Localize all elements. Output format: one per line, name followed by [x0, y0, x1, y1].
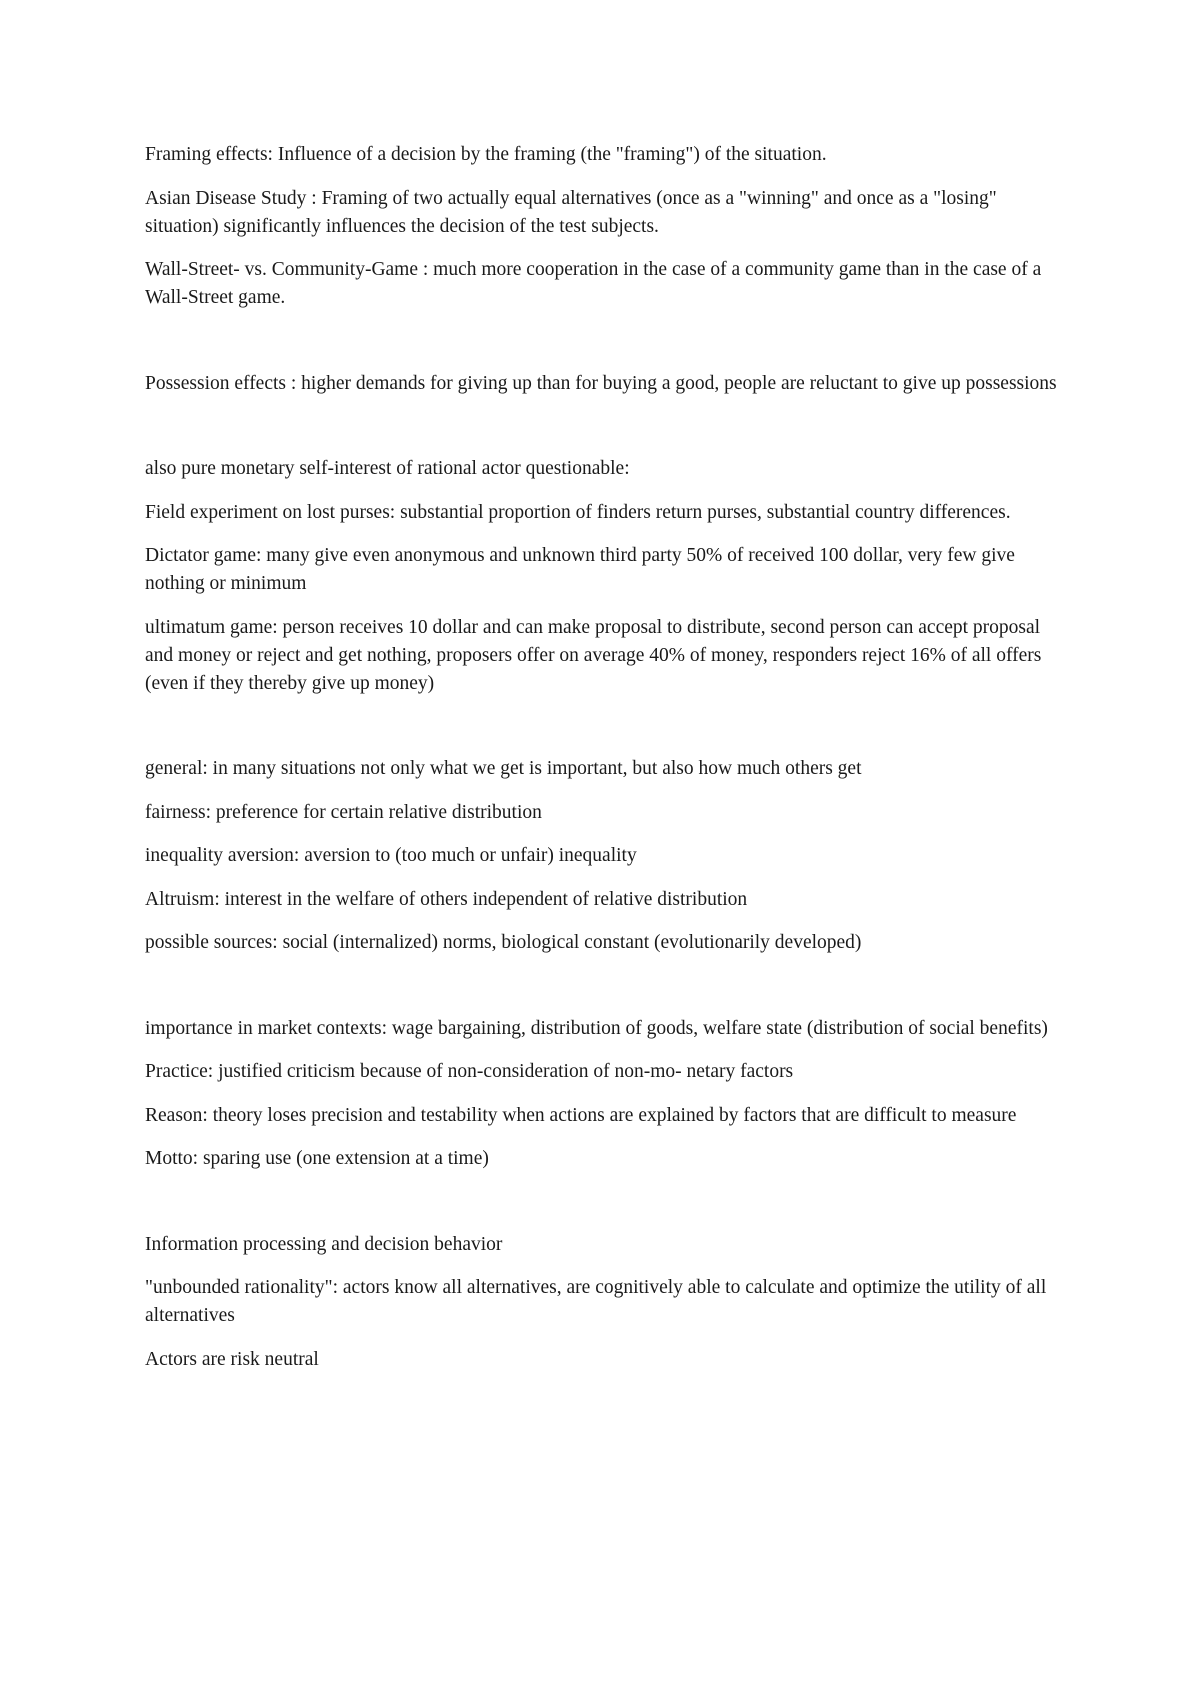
section-spacer — [145, 1189, 1070, 1231]
paragraph-framing-effects: Framing effects: Influence of a decision by the framing (the "framing") of the situation. — [145, 144, 827, 165]
paragraph-possession-effects: Possession effects : higher demands for giving up than for buying a good, people are reluctant to give up possessions — [145, 372, 1057, 394]
paragraph-information-processing: Information processing and decision behavior — [145, 1233, 503, 1255]
section-spacer — [145, 973, 1070, 1015]
paragraph-wall-street-game: Wall-Street- vs. Community-Game : much more cooperation in the case of a community game than in the case of a Wall-Street game. — [145, 259, 1042, 308]
paragraph-market-contexts: importance in market contexts: wage bargaining, distribution of goods, welfare state (distribution of social benefits) — [145, 1017, 1048, 1039]
paragraph-self-interest: also pure monetary self-interest of rational actor questionable: — [145, 458, 630, 479]
paragraph-ultimatum-game: ultimatum game: person receives 10 dollar and can make proposal to distribute, second person can accept proposal and money or reject and get nothing, proposers offer on average 40% of money, responders reject 16% of all offers (even if they thereby give up money) — [145, 616, 1042, 694]
document-body — [145, 141, 1070, 1389]
section-spacer — [145, 328, 1070, 370]
paragraph-unbounded-rationality: "unbounded rationality": actors know all alternatives, are cognitively able to calculate and optimize the utility of all alternatives — [145, 1277, 1047, 1326]
paragraph-risk-neutral: Actors are risk neutral — [145, 1348, 319, 1370]
paragraph-motto: Motto: sparing use (one extension at a time) — [145, 1148, 489, 1169]
paragraph-altruism: Altruism: interest in the welfare of others independent of relative distribution — [145, 888, 748, 910]
paragraph-asian-disease-study: Asian Disease Study : Framing of two actually equal alternatives (once as a "winning" and once as a "losing" situation) significantly influences the decision of the test subjects. — [145, 187, 997, 237]
paragraph-reason: Reason: theory loses precision and testability when actions are explained by factors that are difficult to measure — [145, 1104, 1017, 1126]
section-spacer — [145, 713, 1070, 755]
paragraph-possible-sources: possible sources: social (internalized) norms, biological constant (evolutionarily developed) — [145, 932, 862, 953]
paragraph-practice: Practice: justified criticism because of non-consideration of non-mo- netary factors — [145, 1061, 794, 1082]
paragraph-dictator-game: Dictator game: many give even anonymous and unknown third party 50% of received 100 dollar, very few give nothing or minimum — [145, 545, 1015, 594]
paragraph-general: general: in many situations not only what we get is important, but also how much others get — [145, 758, 862, 779]
paragraph-fairness: fairness: preference for certain relative distribution — [145, 801, 542, 823]
section-spacer — [145, 413, 1070, 455]
paragraph-inequality-aversion: inequality aversion: aversion to (too much or unfair) inequality — [145, 845, 637, 866]
paragraph-lost-purses: Field experiment on lost purses: substantial proportion of finders return purses, substantial country differences. — [145, 501, 1011, 523]
